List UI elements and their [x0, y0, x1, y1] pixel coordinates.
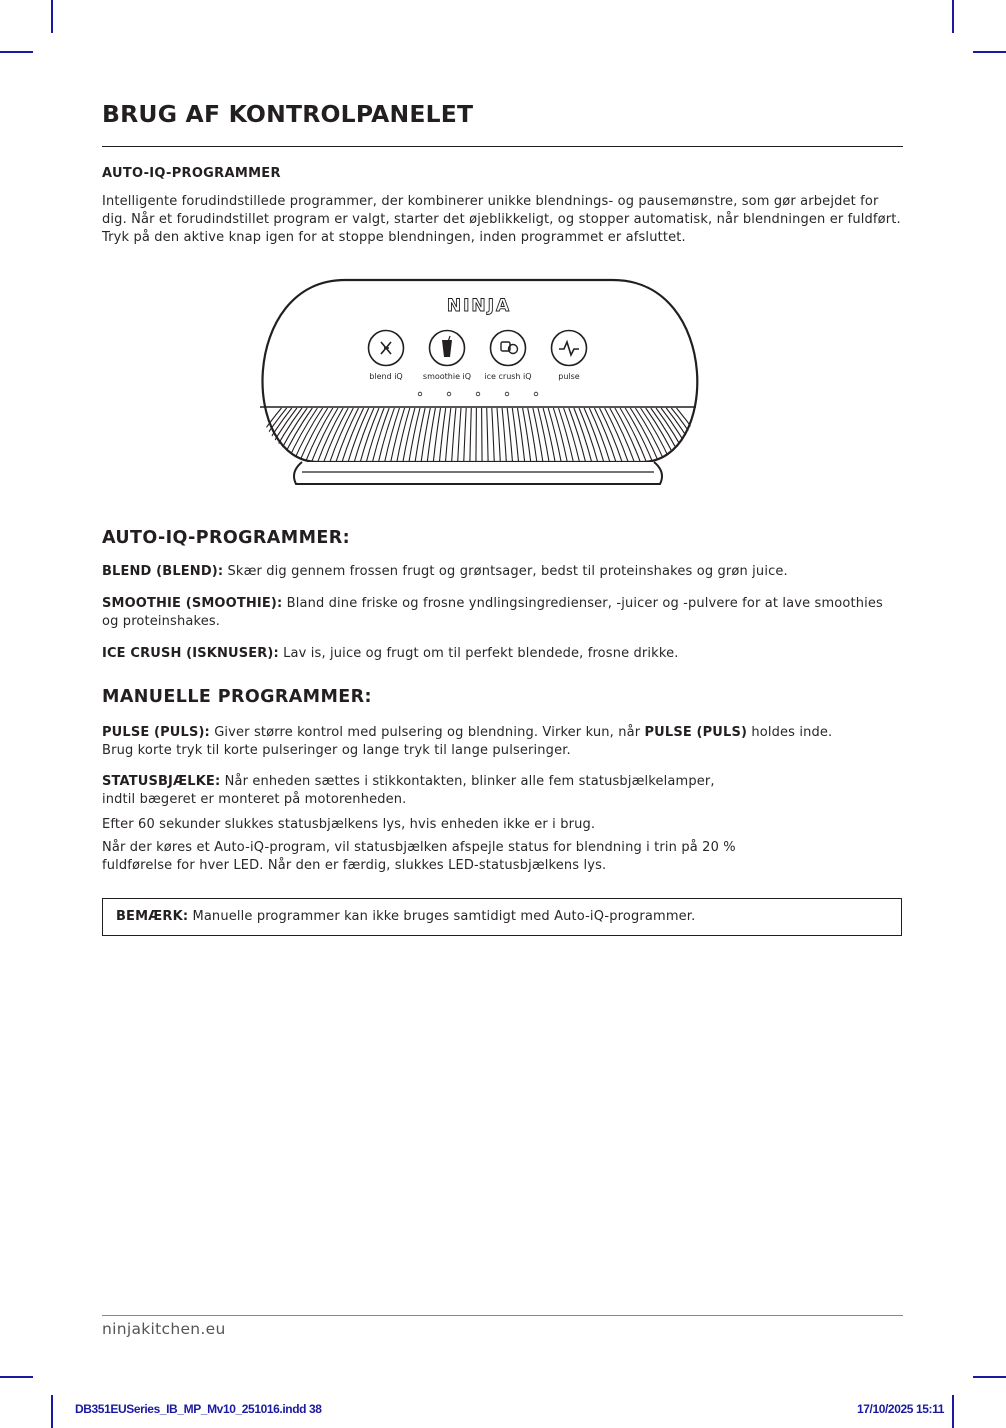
panel-foot	[294, 462, 662, 484]
program-button-blend[interactable]	[369, 331, 404, 382]
auto-iq-intro: Intelligente forudindstillede programmer, der kombinerer unikke blendnings- og pausemønstre, som gør arbejdet for dig. Når et forudindstillet program er valgt, starter det øjeblikkeligt, og stopper automatisk, når blendningen er fuldført. Tryk på den aktive knap igen for at stoppe blendningen, inden programmet er afsluttet.	[102, 194, 901, 245]
crop-mark	[952, 0, 954, 33]
term-blend: BLEND (BLEND):	[102, 564, 224, 579]
button-label: ice crush iQ	[484, 372, 532, 381]
note-box	[102, 898, 902, 936]
page-title: BRUG AF KONTROLPANELET	[102, 100, 474, 128]
term-status: STATUSBJÆLKE:	[102, 774, 221, 789]
term-ice-crush: ICE CRUSH (ISKNUSER):	[102, 646, 279, 661]
auto-iq-subheading: AUTO-IQ-PROGRAMMER	[102, 166, 281, 181]
crop-mark	[0, 51, 33, 53]
note-text: BEMÆRK: Manuelle programmer kan ikke bruges samtidigt med Auto-iQ-programmer.	[116, 909, 696, 924]
footer-url: ninjakitchen.eu	[102, 1320, 226, 1338]
footer-rule	[102, 1315, 903, 1316]
crop-mark	[0, 1376, 33, 1378]
auto-programs-heading: AUTO-IQ-PROGRAMMER:	[102, 528, 351, 548]
button-label: blend iQ	[369, 372, 403, 381]
slug-file-info: DB351EUSeries_IB_MP_Mv10_251016.indd 38	[75, 1402, 322, 1416]
manual-programs-heading: MANUELLE PROGRAMMER:	[102, 687, 372, 707]
program-ice-crush: ICE CRUSH (ISKNUSER): Lav is, juice og frugt om til perfekt blendede, frosne drikke.	[102, 646, 679, 661]
crop-mark	[51, 1395, 53, 1428]
slug-date-time: 17/10/2025 15:11	[856, 1402, 944, 1416]
title-rule	[102, 146, 903, 147]
grill-slat	[482, 408, 483, 466]
control-panel-illustration	[250, 276, 710, 492]
program-smoothie: SMOOTHIE (SMOOTHIE): Bland dine friske og frosne yndlingsingredienser, -juicer og -pulvere for at lave smoothies og proteinshakes.	[102, 596, 883, 629]
ninja-logo: NINJA	[446, 296, 512, 316]
crop-mark	[952, 1395, 954, 1428]
term-smoothie: SMOOTHIE (SMOOTHIE):	[102, 596, 283, 611]
status-idle-text: Efter 60 sekunder slukkes statusbjælkens lys, hvis enheden ikke er i brug.	[102, 817, 596, 832]
button-label: pulse	[558, 372, 580, 381]
note-label: BEMÆRK:	[116, 909, 189, 924]
crop-mark	[973, 1376, 1006, 1378]
grill-slat	[476, 408, 477, 466]
status-progress-text: Når der køres et Auto-iQ-program, vil statusbjælken afspejle status for blendning i trin på 20 % fuldførelse for hver LED. Når den er færdig, slukkes LED-statusbjælkens lys.	[102, 840, 736, 873]
crop-mark	[973, 51, 1006, 53]
crop-mark	[51, 0, 53, 33]
program-pulse: PULSE (PULS): Giver større kontrol med pulsering og blendning. Virker kun, når PULSE (PULS) holdes inde. Brug korte tryk til korte pulseringer og lange tryk til lange pulseringer.	[102, 725, 833, 758]
program-blend: BLEND (BLEND): Skær dig gennem frossen frugt og grøntsager, bedst til proteinshakes og grøn juice.	[102, 564, 788, 579]
status-bar-text: STATUSBJÆLKE: Når enheden sættes i stikkontakten, blinker alle fem statusbjælkelamper, indtil bægeret er monteret på motorenheden.	[102, 774, 715, 807]
term-pulse: PULSE (PULS):	[102, 725, 210, 740]
button-label: smoothie iQ	[422, 372, 472, 381]
